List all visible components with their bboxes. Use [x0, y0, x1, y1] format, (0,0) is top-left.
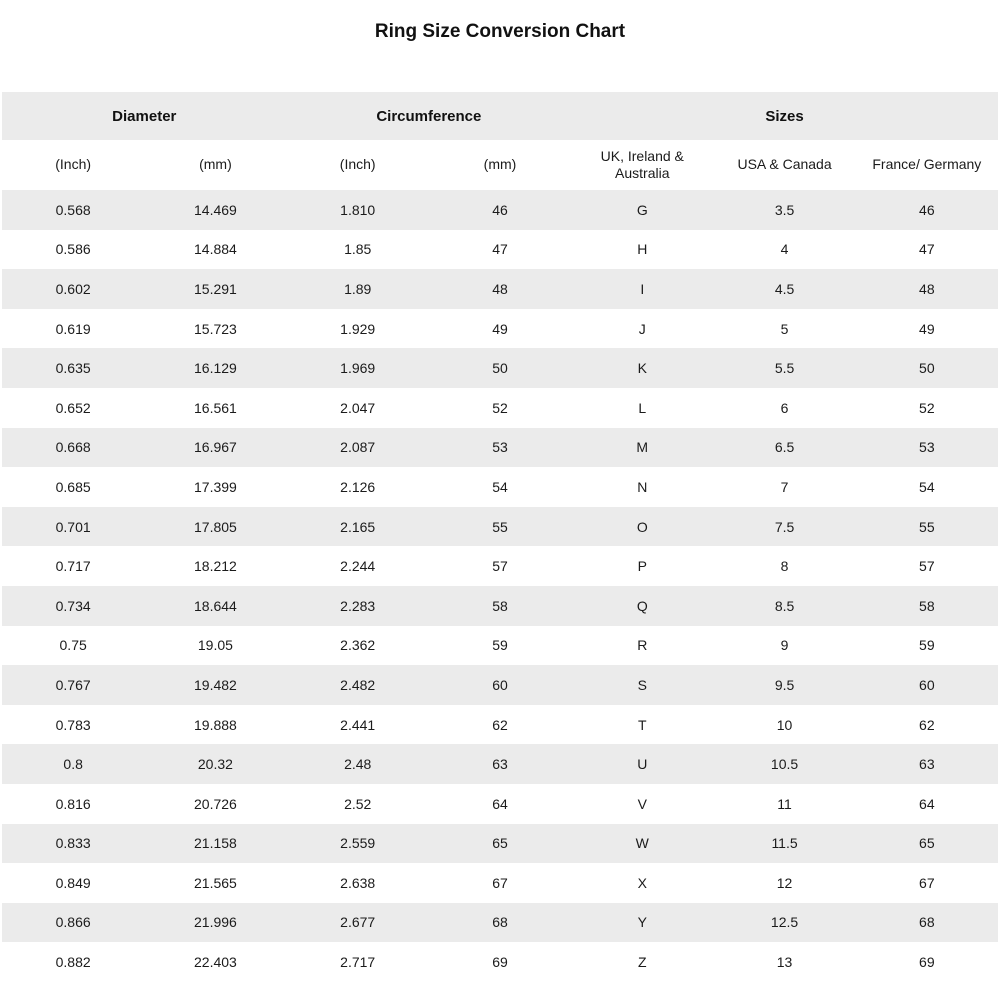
- table-cell: 21.158: [194, 835, 237, 852]
- table-cell: 58: [919, 597, 935, 614]
- table-row: [2, 942, 998, 982]
- table-cell: 3.5: [774, 201, 795, 218]
- table-cell: 62: [492, 716, 508, 733]
- table-row: [2, 388, 998, 428]
- table-cell: Q: [636, 597, 648, 614]
- table-row: [2, 903, 998, 943]
- table-cell: M: [636, 439, 649, 456]
- table-cell: 59: [919, 637, 935, 654]
- table-cell: 49: [919, 320, 935, 337]
- column-header-uk-ireland-australia: UK, Ireland & Australia: [600, 147, 684, 181]
- group-header-row: [2, 92, 998, 140]
- table-row: [2, 665, 998, 705]
- table-cell: 2.165: [340, 518, 376, 535]
- table-cell: N: [637, 478, 648, 495]
- table-cell: 6: [780, 399, 789, 416]
- table-cell: 16.129: [194, 360, 237, 377]
- table-cell: 2.559: [340, 835, 376, 852]
- table-cell: 63: [492, 756, 508, 773]
- table-cell: 11.5: [771, 835, 798, 852]
- table-cell: 6.5: [774, 439, 795, 456]
- table-cell: 8.5: [774, 597, 795, 614]
- group-header-circumference: Circumference: [376, 107, 482, 125]
- table-cell: 0.568: [55, 201, 91, 218]
- table-row: [2, 824, 998, 864]
- table-cell: 64: [919, 795, 935, 812]
- table-cell: 17.805: [194, 518, 237, 535]
- table-cell: 1.810: [340, 201, 376, 218]
- table-cell: 8: [780, 558, 789, 575]
- table-cell: 21.565: [194, 874, 237, 891]
- table-cell: G: [636, 201, 648, 218]
- table-cell: 68: [919, 914, 935, 931]
- table-cell: 19.05: [197, 637, 233, 654]
- table-cell: 19.888: [194, 716, 237, 733]
- table-cell: 2.126: [340, 478, 376, 495]
- column-header-diameter-inch: (Inch): [55, 156, 92, 173]
- table-cell: 2.047: [340, 399, 376, 416]
- table-cell: 0.75: [59, 637, 87, 654]
- ring-size-conversion-table: [2, 92, 998, 982]
- table-cell: 10: [776, 716, 793, 733]
- table-row: [2, 269, 998, 309]
- table-cell: T: [637, 716, 647, 733]
- table-cell: 57: [492, 558, 508, 575]
- table-cell: 7.5: [774, 518, 795, 535]
- table-cell: 0.717: [55, 558, 91, 575]
- table-cell: 64: [492, 795, 508, 812]
- table-cell: 69: [919, 954, 935, 971]
- table-cell: 12.5: [770, 914, 799, 931]
- table-cell: 47: [492, 241, 508, 258]
- table-cell: 63: [919, 756, 935, 773]
- table-cell: 53: [919, 439, 935, 456]
- table-cell: 5.5: [774, 360, 795, 377]
- table-row: [2, 744, 998, 784]
- table-cell: P: [637, 558, 647, 575]
- table-row: [2, 705, 998, 745]
- table-cell: 2.283: [340, 597, 376, 614]
- table-cell: 0.767: [55, 676, 91, 693]
- table-cell: 0.701: [55, 518, 91, 535]
- table-cell: 69: [492, 954, 508, 971]
- table-row: [2, 546, 998, 586]
- table-cell: 21.996: [194, 914, 237, 931]
- table-cell: 0.619: [55, 320, 91, 337]
- table-cell: V: [637, 795, 647, 812]
- table-cell: 57: [919, 558, 935, 575]
- table-row: [2, 507, 998, 547]
- table-cell: O: [636, 518, 648, 535]
- table-cell: 2.638: [340, 874, 376, 891]
- table-cell: 47: [919, 241, 935, 258]
- table-cell: 16.967: [194, 439, 237, 456]
- table-row: [2, 784, 998, 824]
- table-cell: 0.866: [55, 914, 91, 931]
- table-cell: 22.403: [194, 954, 237, 971]
- table-cell: 17.399: [194, 478, 237, 495]
- table-cell: 65: [919, 835, 935, 852]
- table-cell: 4: [780, 241, 789, 258]
- table-row: [2, 863, 998, 903]
- table-cell: 9: [780, 637, 789, 654]
- table-cell: 18.644: [194, 597, 237, 614]
- table-row: [2, 467, 998, 507]
- table-cell: 10.5: [770, 756, 799, 773]
- table-cell: 48: [919, 280, 935, 297]
- table-cell: 0.586: [55, 241, 91, 258]
- table-cell: 0.882: [55, 954, 91, 971]
- table-cell: 2.244: [340, 558, 376, 575]
- column-header-usa-canada: USA & Canada: [737, 156, 832, 173]
- table-cell: 46: [492, 201, 508, 218]
- column-header-row: [2, 140, 998, 190]
- table-cell: 52: [492, 399, 508, 416]
- table-cell: 55: [919, 518, 935, 535]
- column-header-circumference-mm: (mm): [483, 156, 517, 173]
- table-cell: 0.833: [55, 835, 91, 852]
- table-cell: 59: [492, 637, 508, 654]
- table-row: [2, 348, 998, 388]
- table-row: [2, 586, 998, 626]
- table-cell: 46: [919, 201, 935, 218]
- table-cell: 0.849: [55, 874, 91, 891]
- table-cell: W: [635, 835, 649, 852]
- table-cell: 16.561: [194, 399, 237, 416]
- group-header-sizes: Sizes: [765, 107, 804, 125]
- table-cell: 14.884: [194, 241, 237, 258]
- table-cell: 2.48: [344, 756, 372, 773]
- table-cell: 2.441: [340, 716, 376, 733]
- table-cell: 5: [780, 320, 789, 337]
- table-cell: 49: [492, 320, 508, 337]
- table-cell: 13: [776, 954, 793, 971]
- table-cell: 62: [919, 716, 935, 733]
- table-cell: R: [637, 637, 648, 654]
- table-cell: 48: [492, 280, 508, 297]
- table-cell: I: [640, 280, 645, 297]
- table-cell: 65: [492, 835, 508, 852]
- table-cell: 12: [776, 874, 793, 891]
- table-cell: 2.482: [340, 676, 376, 693]
- table-cell: 53: [492, 439, 508, 456]
- table-cell: U: [637, 756, 648, 773]
- column-header-circumference-inch: (Inch): [339, 156, 376, 173]
- table-cell: 0.783: [55, 716, 91, 733]
- table-cell: 60: [919, 676, 935, 693]
- table-row: [2, 190, 998, 230]
- table-cell: 54: [919, 478, 935, 495]
- table-cell: 0.685: [55, 478, 91, 495]
- table-cell: 1.929: [340, 320, 376, 337]
- table-cell: S: [637, 676, 647, 693]
- table-cell: 7: [780, 478, 789, 495]
- table-cell: 60: [492, 676, 508, 693]
- table-cell: 1.969: [340, 360, 376, 377]
- table-row: [2, 309, 998, 349]
- table-cell: 1.89: [344, 280, 372, 297]
- table-cell: 50: [919, 360, 935, 377]
- table-cell: 0.668: [55, 439, 91, 456]
- table-cell: 0.602: [55, 280, 91, 297]
- table-cell: 20.726: [194, 795, 237, 812]
- table-cell: 58: [492, 597, 508, 614]
- table-cell: Z: [637, 954, 647, 971]
- page-title: Ring Size Conversion Chart: [374, 21, 626, 42]
- table-cell: 0.734: [55, 597, 91, 614]
- table-cell: 68: [492, 914, 508, 931]
- table-cell: K: [637, 360, 647, 377]
- table-cell: 0.635: [55, 360, 91, 377]
- table-cell: 55: [492, 518, 508, 535]
- table-cell: 15.723: [194, 320, 237, 337]
- table-row: [2, 230, 998, 270]
- table-cell: 54: [492, 478, 508, 495]
- column-header-france-germany: France/ Germany: [872, 156, 982, 173]
- table-row: [2, 428, 998, 468]
- table-cell: 67: [919, 874, 935, 891]
- group-header-diameter: Diameter: [112, 107, 177, 125]
- table-cell: 11: [777, 795, 792, 812]
- table-cell: 15.291: [194, 280, 237, 297]
- table-cell: H: [637, 241, 648, 258]
- table-cell: 20.32: [197, 756, 233, 773]
- table-cell: 50: [492, 360, 508, 377]
- table-cell: 9.5: [774, 676, 795, 693]
- table-cell: 4.5: [774, 280, 795, 297]
- table-cell: Y: [637, 914, 647, 931]
- table-cell: 0.816: [55, 795, 91, 812]
- table-cell: 52: [919, 399, 935, 416]
- table-cell: 67: [492, 874, 508, 891]
- table-cell: X: [637, 874, 647, 891]
- table-body: [2, 190, 998, 982]
- table-cell: 2.677: [340, 914, 376, 931]
- table-cell: 0.8: [63, 756, 83, 773]
- table-cell: 19.482: [194, 676, 237, 693]
- table-cell: 2.52: [344, 795, 372, 812]
- table-row: [2, 626, 998, 666]
- table-cell: 2.362: [340, 637, 376, 654]
- table-cell: 0.652: [55, 399, 91, 416]
- table-cell: 18.212: [194, 558, 237, 575]
- table-cell: J: [638, 320, 646, 337]
- column-header-diameter-mm: (mm): [199, 156, 232, 173]
- table-cell: 2.717: [340, 954, 376, 971]
- table-cell: L: [638, 399, 647, 416]
- table-cell: 14.469: [194, 201, 237, 218]
- table-cell: 1.85: [344, 241, 372, 258]
- table-cell: 2.087: [340, 439, 376, 456]
